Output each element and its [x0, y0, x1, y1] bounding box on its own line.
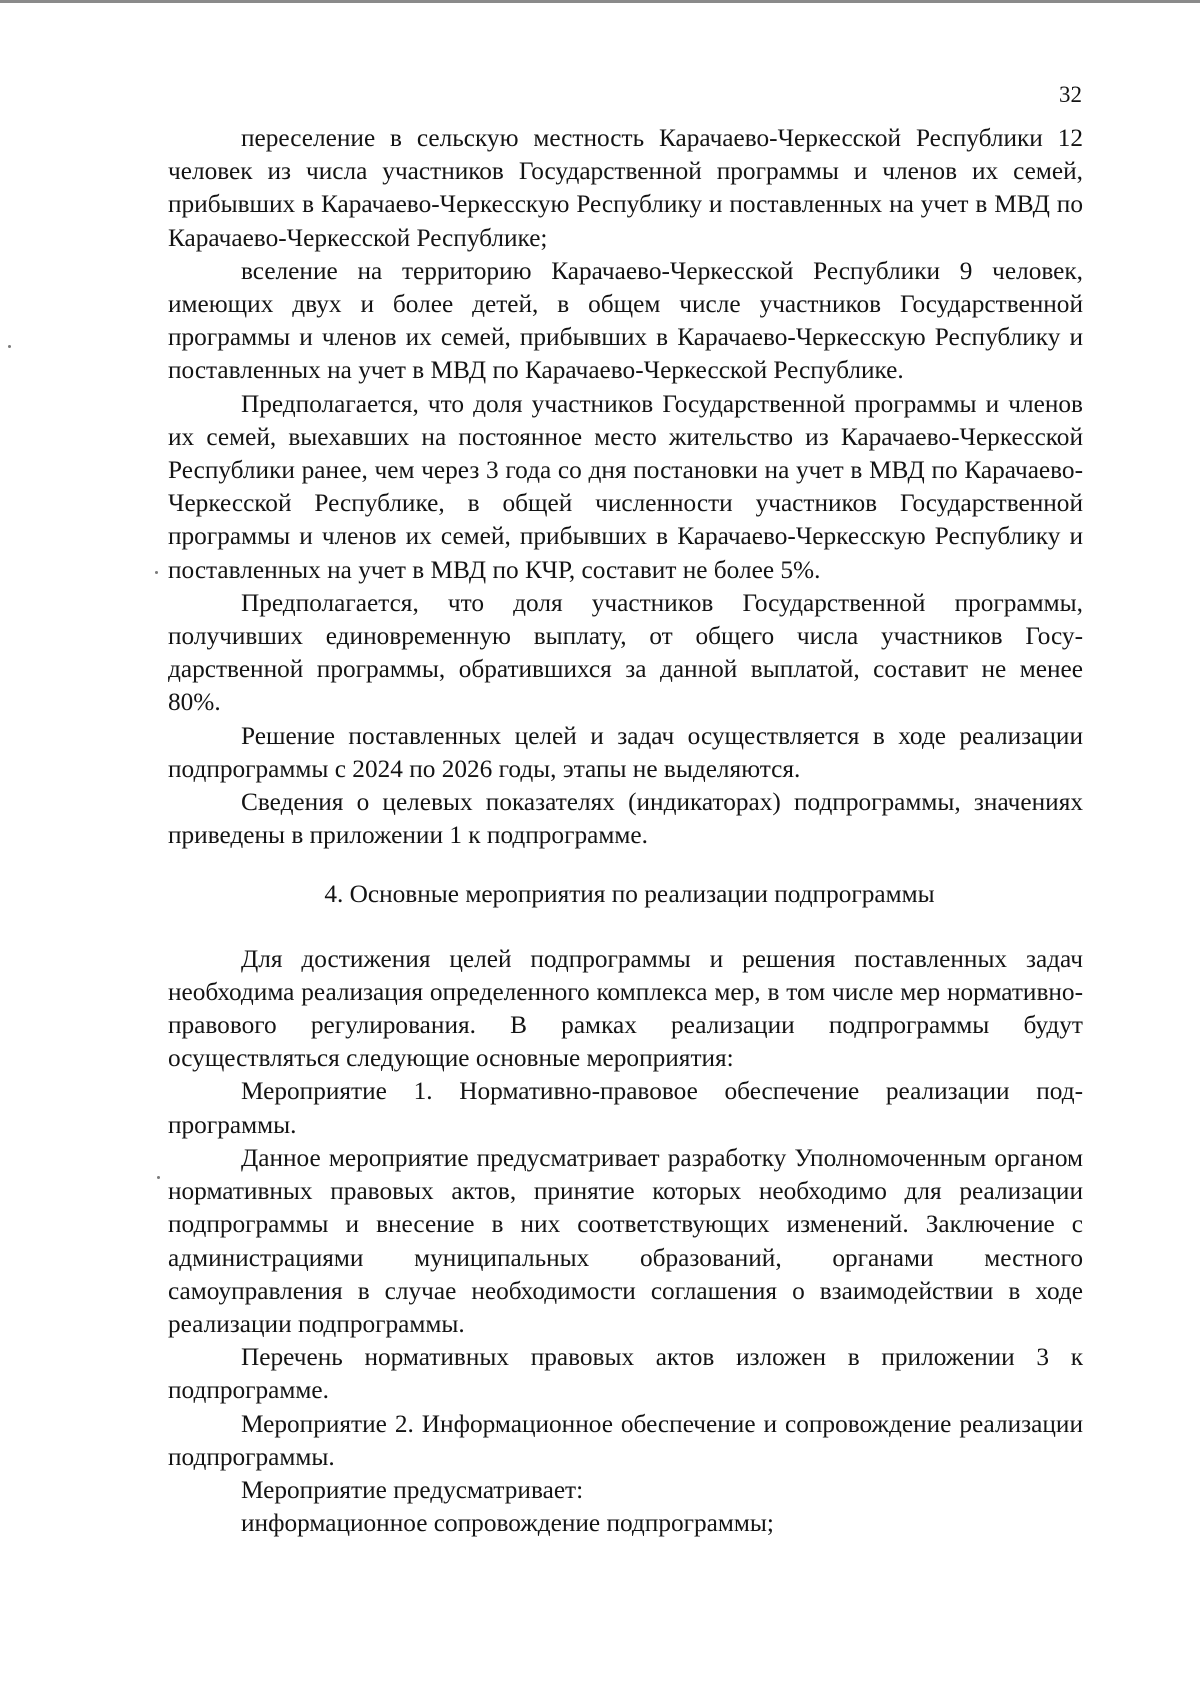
paragraph-departure-share: Предполагается, что доля участников Государственной программы и членов их семей, выехавших на постоянное место жительство из Карачаево-Черкесской Республики ранее, чем через 3 года со дня постановки на учет в МВД по Карачаево-Черкесской Республике, в общей численности участников Государственной программы и членов их семей, прибывших в Карачаево-Черкесскую Республику и поставленных на учет в МВД по КЧР, составит не более 5%. [168, 389, 1083, 584]
paragraph-measures-intro: Для достижения целей подпрограммы и решения поставленных задач необходима реализация определенного комплекса мер, в том числе мер нормативно-правового регулирования. В рамках реализации подпрограммы будут осуществляться следующие основные мероприятия: [168, 944, 1083, 1073]
section-heading: 4. Основные мероприятия по реализации подпрограммы [324, 880, 935, 909]
paragraph-settlement-families: вселение на территорию Карачаево-Черкесской Республики 9 человек, имеющих двух и более детей, в общем числе участников Государственной программы и членов их семей, прибывших в Карачаево-Черкесскую Республику и поставленных на учет в МВД по Карачаево-Черкесской Республике. [168, 256, 1083, 385]
scan-speck [157, 1176, 160, 1179]
paragraph-legal-acts-list: Перечень нормативных правовых актов изложен в приложении 3 к подпрограмме. [168, 1343, 1083, 1405]
paragraph-measure-2-item: информационное сопровождение подпрограммы; [241, 1509, 774, 1538]
paragraph-indicators-reference: Сведения о целевых показателях (индикаторах) подпрограммы, значениях приведены в приложении 1 к подпрограмме. [168, 788, 1083, 850]
paragraph-payment-share: Предполагается, что доля участников Государственной программы, получивших единовременную выплату, от общего числа участников Государственной программы, обратившихся за данной выплатой, составит не менее 80%. [168, 588, 1083, 717]
scan-speck [8, 345, 11, 348]
paragraph-measure-2-title: Мероприятие 2. Информационное обеспечение и сопровождение реализации подпрограммы. [168, 1409, 1083, 1471]
paragraph-measure-2-intro: Мероприятие предусматривает: [241, 1475, 584, 1504]
scan-speck [155, 571, 158, 574]
page-number: 32 [1059, 82, 1082, 107]
paragraph-measure-1-description: Данное мероприятие предусматривает разработку Уполномоченным органом нормативных правовых актов, принятие которых необходимо для реализации подпрограммы и внесение в них соответствующих изменений. Заключение с администрациями муниципальных образований, органами местного самоуправления в случае необходимости соглашения о взаимодействии в ходе реализации подпрограммы. [168, 1143, 1083, 1338]
paragraph-implementation-period: Решение поставленных целей и задач осуществляется в ходе реализации подпрограммы с 2024 по 2026 годы, этапы не выделяются. [168, 721, 1083, 783]
paragraph-measure-1-title: Мероприятие 1. Нормативно-правовое обеспечение реализации подпрограммы. [168, 1077, 1083, 1139]
document-body [168, 122, 1083, 1540]
paragraph-resettlement-rural: переселение в сельскую местность Карачаево-Черкесской Республики 12 человек из числа участников Государственной программы и членов их семей, прибывших в Карачаево-Черкесскую Республику и поставленных на учет в МВД по Карачаево-Черкесской Республике; [168, 124, 1083, 252]
scan-border [0, 0, 1200, 3]
